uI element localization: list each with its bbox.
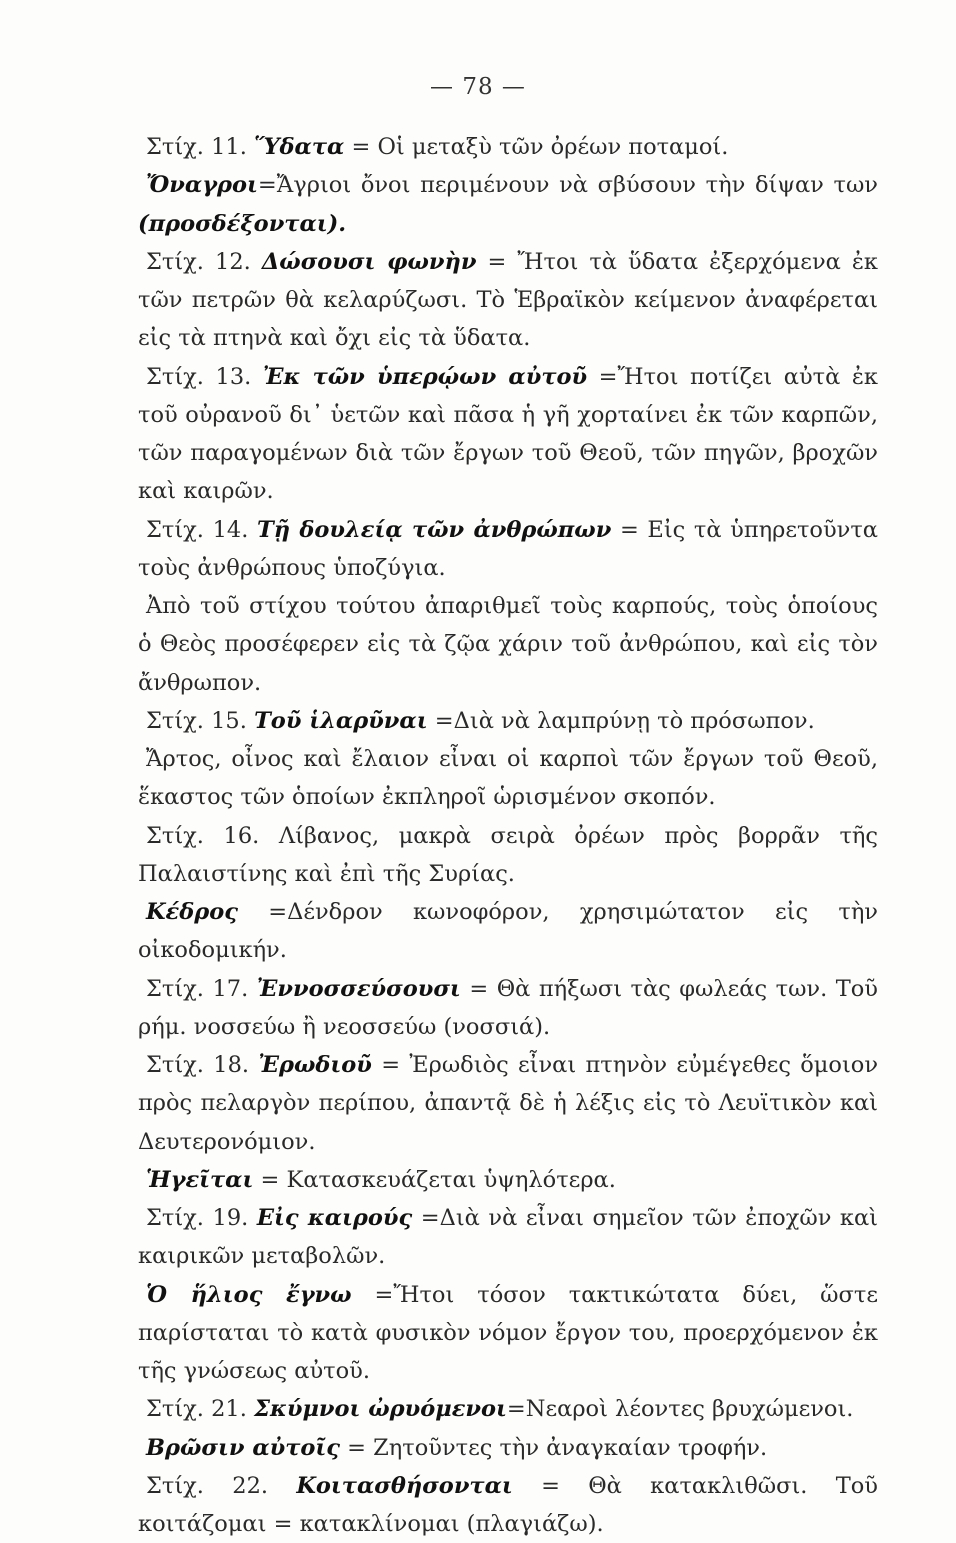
gloss-text: = Οἱ μεταξὺ τῶν ὀρέων ποταμοί.: [344, 134, 729, 160]
paragraph: [138, 893, 878, 970]
gloss-text: = Ἐρωδιὸς εἶναι πτηνὸν εὐμέγεθες ὅμοιον πρὸς πελαργὸν περίπου, ἀπαντᾷ δὲ ἡ λέξις εἰς τὸ Λευϊτικὸν καὶ Δευτερονόμιον.: [138, 1052, 878, 1155]
headword: Σκύμνοι ὠρυόμενοι: [254, 1396, 507, 1423]
gloss-text: =Ἤτοι ποτίζει αὐτὰ ἐκ τοῦ οὐρανοῦ δι᾿ ὑετῶν καὶ πᾶσα ἡ γῆ χορταίνει ἐκ τῶν καρπῶν, τῶν παραγομένων διὰ τῶν ἔργων τοῦ Θεοῦ, τῶν πηγῶν, βροχῶν καὶ καιρῶν.: [138, 363, 878, 505]
gloss-text: =Νεαροὶ λέοντες βρυχώμενοι.: [506, 1396, 854, 1423]
gloss-text: Στίχ. 17.: [146, 975, 257, 1002]
gloss-text: Ἀπὸ τοῦ στίχου τούτου ἀπαριθμεῖ τοὺς καρπούς, τοὺς ὁποίους ὁ Θεὸς προσέφερεν εἰς τὰ ζῷα χάριν τοῦ ἀνθρώπου, καὶ εἰς τὸν ἄνθρωπον.: [138, 593, 878, 696]
headword: Τοῦ ἱλαρῦναι: [254, 707, 428, 734]
paragraph: [138, 358, 878, 511]
gloss-text: Στίχ. 14.: [146, 516, 257, 543]
headword: Τῇ δουλείᾳ τῶν ἀνθρώπων: [257, 516, 612, 543]
gloss-text: = Ἤτοι τὰ ὕδατα ἐξερχόμενα ἐκ τῶν πετρῶν θὰ κελαρύζωσι. Τὸ Ἑβραϊκὸν κείμενον ἀναφέρεται εἰς τὰ πτηνὰ καὶ ὄχι εἰς τὰ ὕδατα.: [138, 248, 878, 352]
paragraph: [138, 1161, 878, 1199]
paragraph: [138, 587, 878, 702]
gloss-text: Στίχ. 19.: [146, 1205, 257, 1231]
paragraph: [138, 702, 878, 740]
gloss-text: =Δένδρον κωνοφόρον, χρησιμώτατον εἰς τὴν οἰκοδομικήν.: [138, 899, 878, 964]
paragraph: [138, 128, 878, 166]
paragraph: [138, 970, 878, 1047]
headword: Ἡγεῖται: [146, 1166, 254, 1193]
paragraph: [138, 1467, 878, 1543]
paragraph: [138, 740, 878, 817]
headword: Εἰς καιρούς: [256, 1205, 413, 1231]
paragraph: [138, 166, 878, 243]
gloss-text: = Ζητοῦντες τὴν ἀναγκαίαν τροφήν.: [340, 1434, 768, 1461]
gloss-text: Στίχ. 18.: [146, 1052, 259, 1078]
paragraph: [138, 1199, 878, 1276]
gloss-text: = Θὰ κατακλιθῶσι. Τοῦ κοιτάζομαι = κατακλίνομαι (πλαγιάζω).: [138, 1472, 878, 1537]
paragraph: [138, 511, 878, 588]
gloss-text: = Κατασκευάζεται ὑψηλότερα.: [253, 1166, 616, 1193]
headword: Ὁ ἥλιος ἔγνω: [146, 1281, 352, 1308]
paragraph: [138, 817, 878, 894]
gloss-text: =Διὰ νὰ εἶναι σημεῖον τῶν ἐποχῶν καὶ καιρικῶν μεταβολῶν.: [138, 1205, 878, 1270]
gloss-text: Στίχ. 12.: [146, 248, 262, 275]
gloss-text: Στίχ. 15.: [146, 707, 255, 734]
headword: Κοιτασθήσονται: [296, 1472, 513, 1499]
headword: Δώσουσι φωνὴν: [261, 248, 477, 275]
headword: Ἐρωδιοῦ: [258, 1052, 372, 1078]
gloss-text: Στίχ. 13.: [146, 363, 263, 390]
page-number: — 78 —: [430, 74, 526, 100]
gloss-text: = Θὰ πήξωσι τὰς φωλεάς των. Τοῦ ρήμ. νοσσεύω ἢ νεοσσεύω (νοσσιά).: [138, 975, 878, 1040]
headword: Ὄναγροι: [146, 172, 258, 199]
gloss-text: Στίχ. 16. Λίβανος, μακρὰ σειρὰ ὀρέων πρὸς βορρᾶν τῆς Παλαιστίνης καὶ ἐπὶ τῆς Συρίας.: [138, 822, 878, 887]
headword: Βρῶσιν αὐτοῖς: [146, 1434, 340, 1461]
headword: Ἐννοσσεύσουσι: [256, 975, 461, 1002]
gloss-text: =Ἤτοι τόσον τακτικώτατα δύει, ὥστε παρίσταται τὸ κατὰ φυσικὸν νόμον ἔργον του, προερχόμενον ἐκ τῆς γνώσεως αὐτοῦ.: [138, 1281, 878, 1384]
headword: Κέδρος: [146, 899, 238, 925]
gloss-text: Ἄρτος, οἶνος καὶ ἔλαιον εἶναι οἱ καρποὶ τῶν ἔργων τοῦ Θεοῦ, ἕκαστος τῶν ὁποίων ἐκπληροῖ ὡρισμένον σκοπόν.: [138, 746, 878, 811]
paragraph: [138, 1390, 878, 1428]
paragraph: [138, 1046, 878, 1161]
headword: Ὕδατα: [254, 134, 345, 160]
gloss-text: =Διὰ νὰ λαμπρύνῃ τὸ πρόσωπον.: [427, 707, 815, 734]
gloss-text: =Ἄγριοι ὄνοι περιμένουν νὰ σβύσουν τὴν δίψαν των: [257, 172, 878, 199]
paragraph: [138, 243, 878, 358]
gloss-text: = Εἰς τὰ ὑπηρετοῦντα τοὺς ἀνθρώπους ὑποζύγια.: [138, 516, 878, 581]
paragraph: [138, 1429, 878, 1467]
gloss-text: Στίχ. 11.: [146, 134, 255, 160]
gloss-text: Στίχ. 22.: [146, 1472, 297, 1499]
headword: Ἐκ τῶν ὑπερῴων αὐτοῦ: [262, 363, 588, 390]
headword: (προσδέξονται).: [138, 210, 347, 237]
paragraph: [138, 1276, 878, 1391]
page-body-text: [138, 128, 878, 1543]
gloss-text: Στίχ. 21.: [146, 1396, 255, 1423]
